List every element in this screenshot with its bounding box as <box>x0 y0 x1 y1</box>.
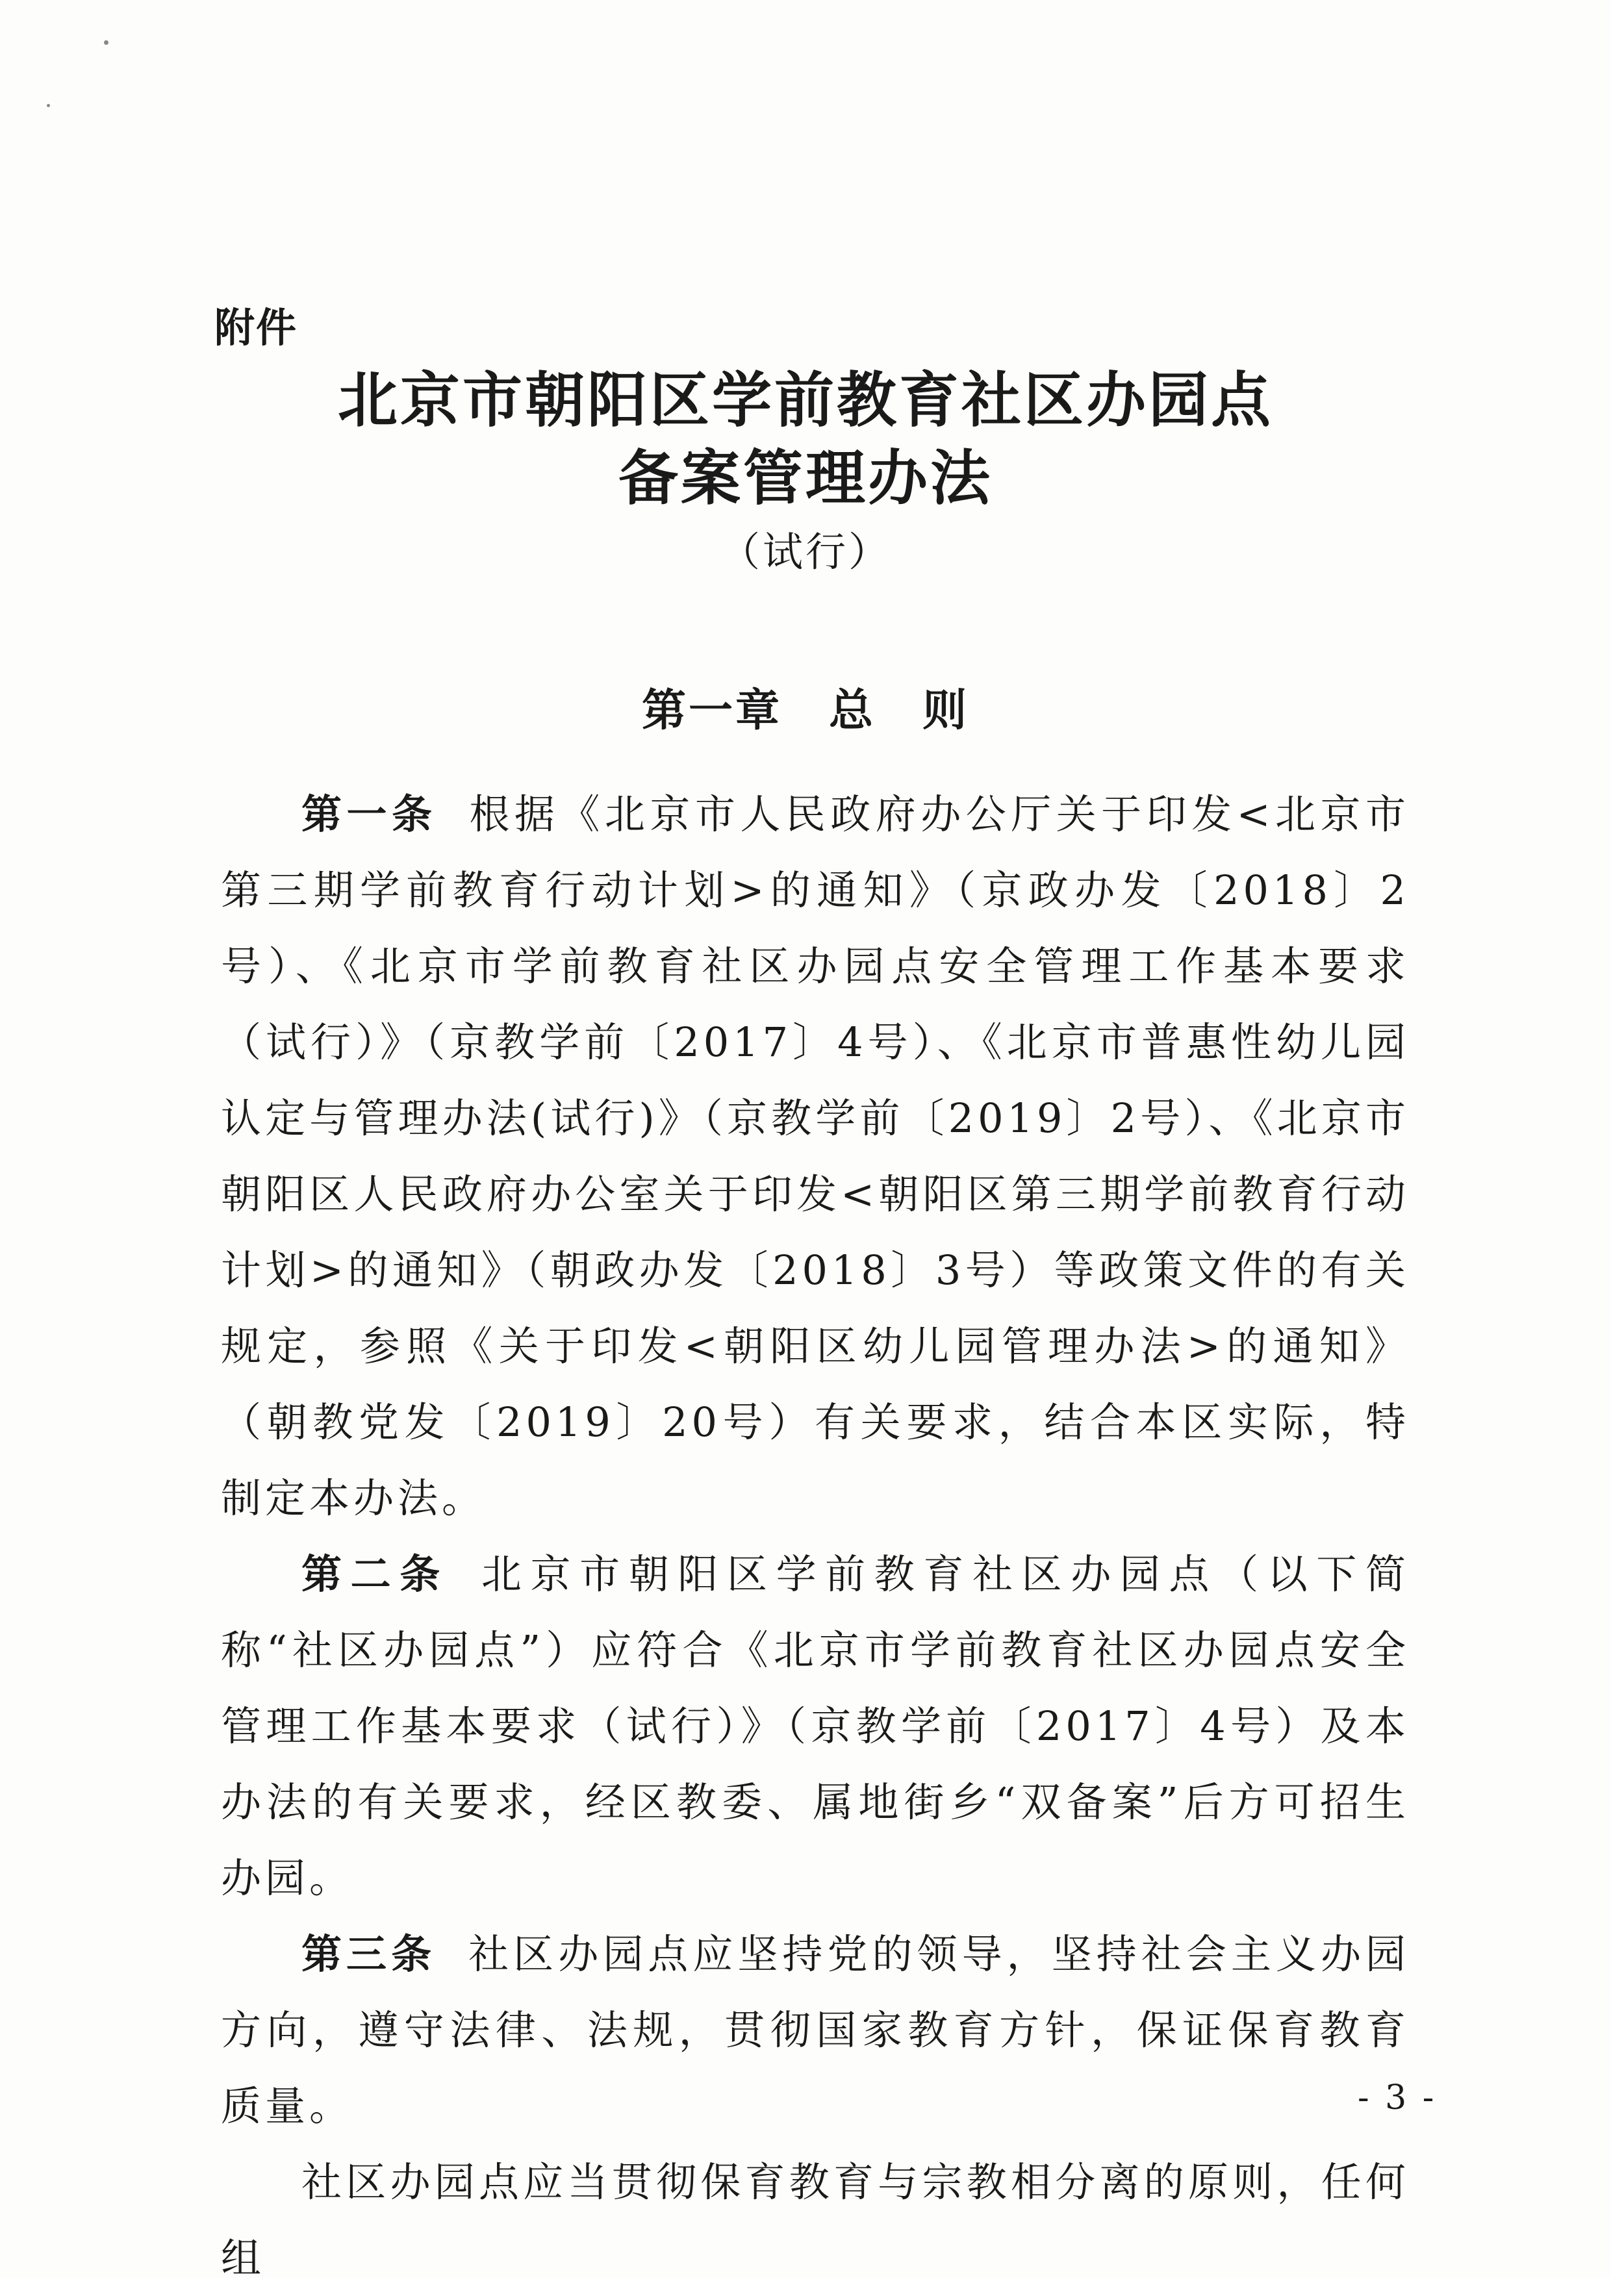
article-text: 根据《北京市人民政府办公厅关于印发<北京市第三期学前教育行动计划>的通知》（京政办发〔2018〕2号）、《北京市学前教育社区办园点安全管理工作基本要求（试行）》（京教学前〔2017〕4号）、《北京市普惠性幼儿园认定与管理办法(试行)》（京教学前〔2019〕2号）、《北京市朝阳区人民政府办公室关于印发<朝阳区第三期学前教育行动计划>的通知》（朝政办发〔2018〕3号）等政策文件的有关规定，参照《关于印发<朝阳区幼儿园管理办法>的通知》（朝教党发〔2019〕20号）有关要求，结合本区实际，特制定本办法。 <box>221 790 1410 1522</box>
document-body <box>221 776 1410 2296</box>
chapter-heading: 第一章 总 则 <box>641 685 969 737</box>
article-text: 北京市朝阳区学前教育社区办园点（以下简称“社区办园点”）应符合《北京市学前教育社区办园点安全管理工作基本要求（试行）》（京教学前〔2017〕4号）及本办法的有关要求，经区教委、属地街乡“双备案”后方可招生办园。 <box>221 1550 1410 1902</box>
document-title-line2: 备案管理办法 <box>618 443 993 513</box>
article-paragraph <box>221 1916 1410 2144</box>
article-number: 第二条 <box>301 1550 449 1598</box>
article-text: 社区办园点应当贯彻保育教育与宗教相分离的原则，任何组 <box>221 2158 1410 2282</box>
scan-speck <box>47 104 50 107</box>
scan-speck <box>104 40 108 45</box>
article-number: 第三条 <box>301 1930 437 1978</box>
article-number: 第一条 <box>301 790 437 838</box>
document-title-line1: 北京市朝阳区学前教育社区办园点 <box>337 365 1273 435</box>
article-text: 社区办园点应坚持党的领导，坚持社会主义办园方向，遵守法律、法规，贯彻国家教育方针，保证保育教育质量。 <box>221 1930 1410 2130</box>
page-number: - 3 - <box>1358 2078 1437 2117</box>
attachment-label: 附件 <box>214 304 298 351</box>
continuation-paragraph <box>221 2144 1410 2296</box>
article-paragraph <box>221 776 1410 1536</box>
document-subtitle: （试行） <box>719 528 891 575</box>
article-paragraph <box>221 1536 1410 1916</box>
